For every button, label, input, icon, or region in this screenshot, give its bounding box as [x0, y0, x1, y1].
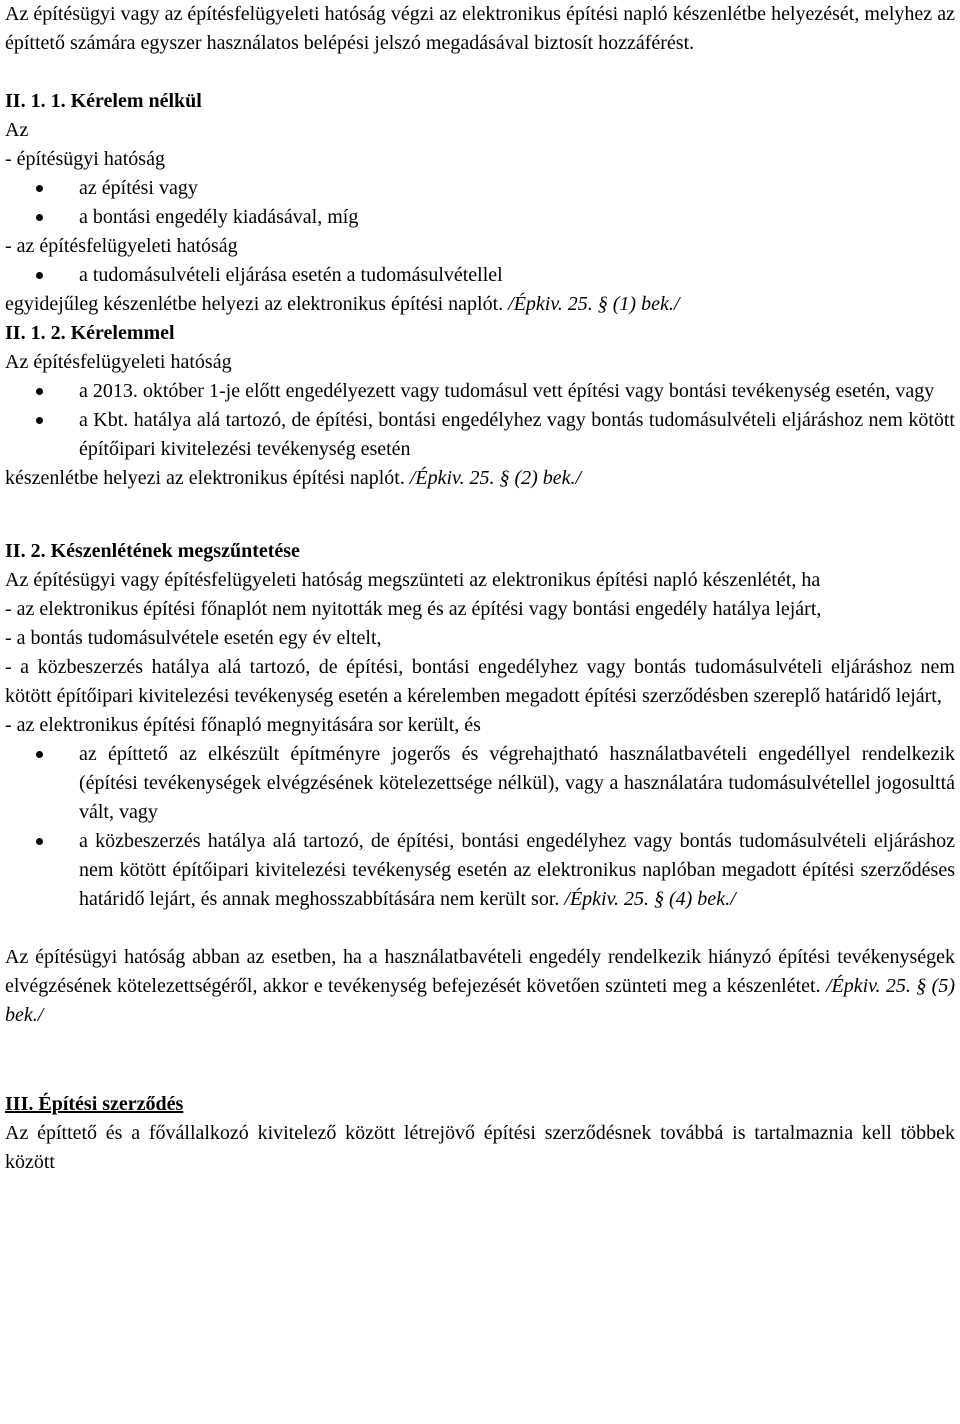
text-line: Az — [5, 119, 29, 141]
paragraph: Az építtető és a fővállalkozó kivitelező között létrejövő építési szerződésnek továbbá is tartalmaznia kell többek között — [5, 1122, 955, 1173]
closing-paragraph — [5, 464, 955, 493]
closing-text: készenlétbe helyezi az elektronikus építési naplót. — [5, 467, 410, 489]
legal-reference: /Épkiv. 25. § (5) bek./ — [5, 975, 955, 1026]
section-heading-iii: III. Építési szerződés — [5, 1093, 184, 1115]
dash-item: - építésügyi hatóság — [5, 148, 165, 170]
bullet-item: a tudomásulvételi eljárása esetén a tudomásulvétellel — [5, 261, 955, 290]
bullet-item — [5, 827, 955, 914]
paragraph — [5, 943, 955, 1030]
legal-reference: /Épkiv. 25. § (4) bek./ — [564, 888, 736, 910]
section-heading-ii-2: II. 2. Készenlétének megszűntetése — [5, 540, 300, 562]
intro-paragraph: Az építésügyi vagy az építésfelügyeleti hatóság végzi az elektronikus építési napló készenlétbe helyezését, melyhez az építtető számára egyszer használatos belépési jelszó megadásával biztosít hozzáférést. — [5, 3, 955, 54]
dash-item: - a közbeszerzés hatálya alá tartozó, de építési, bontási engedélyhez vagy bontás tudomásulvételi eljáráshoz nem kötött építőipari kivitelezési tevékenység esetén a kérelemben megadott építési szerződésben szereplő határidő lejárt, — [5, 656, 955, 707]
document-page — [5, 0, 955, 1177]
legal-reference: /Épkiv. 25. § (2) bek./ — [409, 467, 582, 489]
dash-item: - az építésfelügyeleti hatóság — [5, 235, 238, 257]
paragraph: Az építésügyi vagy építésfelügyeleti hatóság megszünteti az elektronikus építési napló készenlétét, ha — [5, 569, 821, 591]
bullet-item: a Kbt. hatálya alá tartozó, de építési, bontási engedélyhez vagy bontás tudomásulvételi eljáráshoz nem kötött építőipari kivitelezési tevékenység esetén — [5, 406, 955, 464]
closing-paragraph — [5, 290, 955, 319]
dash-item: - a bontás tudomásulvétele esetén egy év eltelt, — [5, 627, 382, 649]
bullet-item: a 2013. október 1-je előtt engedélyezett vagy tudomásul vett építési vagy bontási tevékenység esetén, vagy — [5, 377, 955, 406]
section-heading-ii-1-1: II. 1. 1. Kérelem nélkül — [5, 90, 202, 112]
bullet-item: az építtető az elkészült építményre jogerős és végrehajtható használatbavételi engedéllyel rendelkezik (építési tevékenységek elvégzésének kötelezettsége nélkül), vagy a használatára tudomásulvétellel jogosulttá vált, vagy — [5, 740, 955, 827]
bullet-item: az építési vagy — [5, 174, 955, 203]
subheading-text: Az építésfelügyeleti hatóság — [5, 351, 232, 373]
dash-item: - az elektronikus építési főnaplót nem nyitották meg és az építési vagy bontási engedély hatálya lejárt, — [5, 598, 822, 620]
bullet-item: a bontási engedély kiadásával, míg — [5, 203, 955, 232]
closing-text: egyidejűleg készenlétbe helyezi az elektronikus építési naplót. — [5, 293, 509, 315]
paragraph-text: Az építésügyi hatóság abban az esetben, ha a használatbavételi engedély rendelkezik hiányzó építési tevékenységek elvégzésének kötelezettségéről, akkor e tevékenység befejezését követően szünteti meg a készenlétet. — [5, 946, 955, 997]
section-heading-ii-1-2: II. 1. 2. Kérelemmel — [5, 322, 175, 344]
legal-reference: /Épkiv. 25. § (1) bek./ — [508, 293, 680, 315]
bullet-text: a közbeszerzés hatálya alá tartozó, de építési, bontási engedélyhez vagy bontás tudomásulvételi eljáráshoz nem kötött építőipari kivitelezési tevékenység esetén az elektronikus naplóban megadott építési szerződéses határidő lejárt, és annak meghosszabbítására nem került sor. — [79, 830, 955, 910]
dash-item: - az elektronikus építési főnapló megnyitására sor került, és — [5, 714, 481, 736]
